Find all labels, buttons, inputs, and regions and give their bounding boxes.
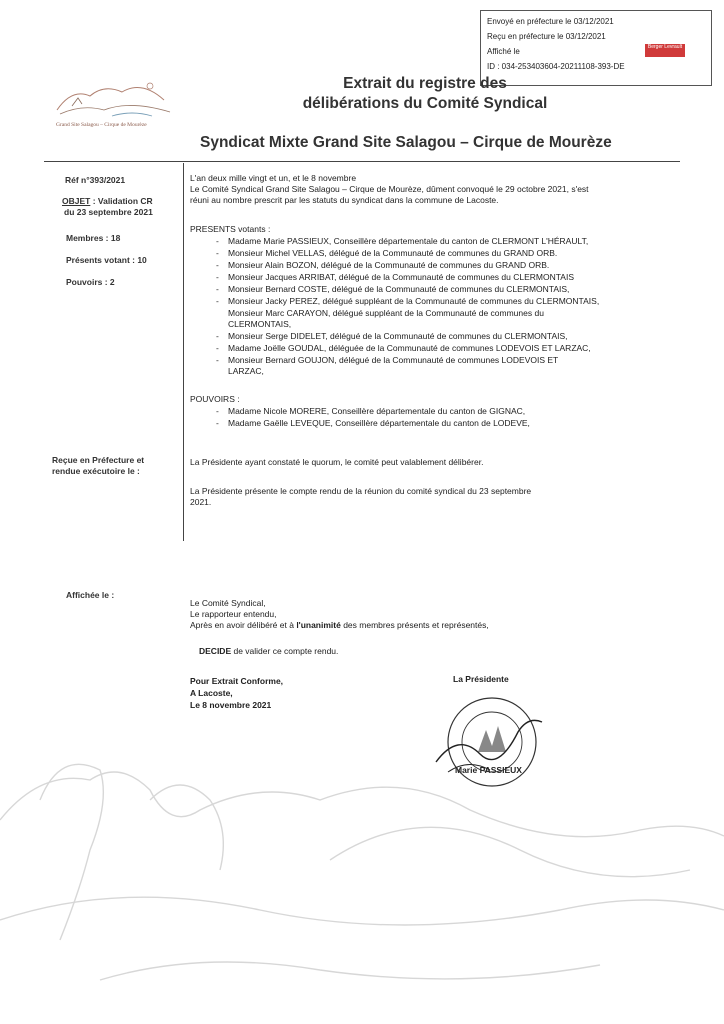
present-member: - Madame Joëlle GOUDAL, déléguée de la Communauté de communes LODEVOIS ET LARZAC,: [216, 343, 591, 353]
present-member-continued: LARZAC,: [228, 366, 264, 376]
proxy-member: - Madame Gaëlle LEVEQUE, Conseillère départementale du canton de LODEVE,: [216, 418, 530, 428]
subject-line2: du 23 septembre 2021: [64, 207, 153, 217]
received-prefecture-line2: rendue exécutoire le :: [52, 466, 140, 476]
proxy-member: - Madame Nicole MORERE, Conseillère départementale du canton de GIGNAC,: [216, 406, 526, 416]
subject-label: OBJET: [62, 196, 91, 206]
register-title-line2: délibérations du Comité Syndical: [302, 95, 548, 112]
stamp-sent: Envoyé en préfecture le 03/12/2021: [487, 17, 614, 26]
register-title-line1: Extrait du registre des: [343, 75, 507, 92]
organization-title: Syndicat Mixte Grand Site Salagou – Cirque de Mourèze: [200, 134, 612, 151]
column-divider: [183, 163, 184, 541]
subject-line1: [62, 196, 153, 206]
present-member: - Monsieur Alain BOZON, délégué de la Communauté de communes du GRAND ORB.: [216, 260, 550, 270]
presents-heading: PRESENTS votants :: [190, 224, 271, 234]
stamp-id: ID : 034-253403604-20211108-393-DE: [487, 62, 625, 71]
posted-label: Affichée le :: [66, 590, 115, 600]
present-member: - Monsieur Serge DIDELET, délégué de la Communauté de communes du CLERMONTAIS,: [216, 331, 568, 341]
proxies-count: Pouvoirs : 2: [66, 277, 115, 287]
present-voting-count: Présents votant : 10: [66, 255, 147, 265]
present-member-continued: CLERMONTAIS,: [228, 319, 292, 329]
quorum-statement: La Présidente ayant constaté le quorum, le comité peut valablement délibérer.: [190, 457, 484, 467]
stamp-received: Reçu en préfecture le 03/12/2021: [487, 32, 606, 41]
extract-conform: Pour Extrait Conforme,: [190, 676, 284, 686]
president-name: Marie PASSIEUX: [455, 765, 522, 775]
present-member: - Monsieur Bernard COSTE, délégué de la Communauté de communes du CLERMONTAIS,: [216, 284, 570, 294]
present-member: - Monsieur Jacques ARRIBAT, délégué de la Communauté de communes du CLERMONTAIS: [216, 272, 574, 282]
present-member: - Monsieur Michel VELLAS, délégué de la Communauté de communes du GRAND ORB.: [216, 248, 558, 258]
grand-site-logo: [52, 70, 182, 130]
intro-line2: réuni au nombre prescrit par les statuts du syndicat dans la commune de Lacoste.: [190, 195, 499, 205]
header-divider: [44, 161, 680, 162]
reference-number: Réf n°393/2021: [65, 175, 126, 185]
presentation-line2: 2021.: [190, 497, 212, 507]
register-title: [300, 74, 550, 114]
present-member: Monsieur Marc CARAYON, délégué suppléant de la Communauté de communes du: [228, 308, 544, 318]
subject-text: : Validation CR: [90, 196, 153, 206]
landscape-watermark: [0, 740, 724, 1024]
date-line: L'an deux mille vingt et un, et le 8 novembre: [190, 173, 357, 183]
committee-line: Le Comité Syndical,: [190, 598, 266, 608]
extract-location: A Lacoste,: [190, 688, 233, 698]
present-member: - Madame Marie PASSIEUX, Conseillère départementale du canton de CLERMONT L'HÉRAULT,: [216, 236, 589, 246]
proxies-heading: POUVOIRS :: [190, 394, 240, 404]
president-title: La Présidente: [453, 674, 509, 684]
presentation-line1: La Présidente présente le compte rendu de la réunion du comité syndical du 23 septembre: [190, 486, 532, 496]
members-count: Membres : 18: [66, 233, 121, 243]
berger-levrault-logo: Berger Levrault: [645, 44, 685, 57]
received-prefecture-line1: Reçue en Préfecture et: [52, 455, 145, 465]
rapporteur-line: Le rapporteur entendu,: [190, 609, 277, 619]
unanimity-line: Après en avoir délibéré et à l'unanimité des membres présents et représentés,: [190, 620, 489, 630]
present-member: - Monsieur Jacky PEREZ, délégué suppléant de la Communauté de communes du CLERMONTAIS,: [216, 296, 600, 306]
decision-line: DECIDE de valider ce compte rendu.: [199, 646, 339, 656]
logo-caption: Grand Site Salagou – Cirque de Mourèze: [56, 122, 147, 128]
intro-line1: Le Comité Syndical Grand Site Salagou – Cirque de Mourèze, dûment convoqué le 29 octobre 2021, s'est: [190, 184, 589, 194]
present-member: - Monsieur Bernard GOUJON, délégué de la Communauté de communes LODEVOIS ET: [216, 355, 559, 365]
stamp-posted: Affiché le: [487, 47, 520, 56]
extract-date: Le 8 novembre 2021: [190, 700, 272, 710]
